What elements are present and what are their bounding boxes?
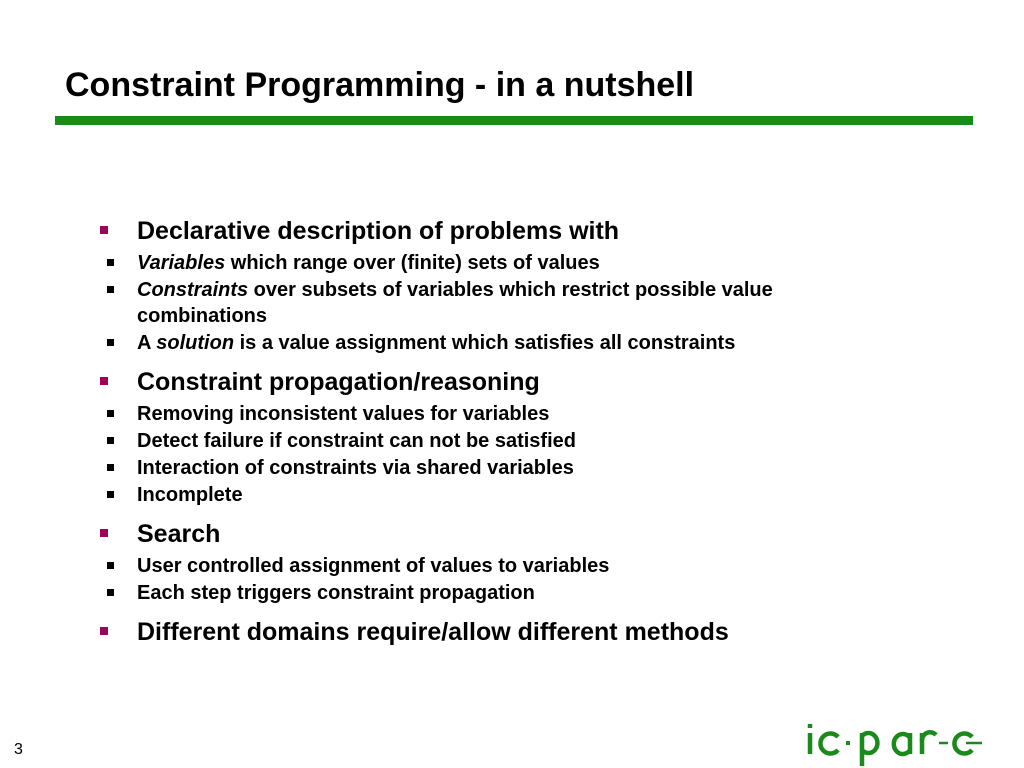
bullet-propagation	[100, 364, 980, 400]
square-bullet-icon	[107, 562, 114, 569]
slide-title: Constraint Programming - in a nutshell	[65, 66, 695, 104]
bullet-text: Constraint propagation/reasoning	[137, 368, 540, 396]
square-bullet-icon	[107, 589, 114, 596]
square-bullet-icon	[107, 259, 114, 266]
sub-bullet-text: User controlled assignment of values to variables	[137, 555, 610, 577]
sub-bullet-interaction	[55, 455, 897, 481]
emphasis-term: Variables	[137, 252, 226, 274]
sub-bullet-text: over subsets of variables which restrict possible value combinations	[137, 279, 773, 327]
bullet-search	[100, 516, 980, 552]
ic-parc-logo	[806, 712, 986, 768]
bullet-text: Different domains require/allow different methods	[137, 618, 729, 646]
title-underline	[55, 116, 973, 125]
sub-bullet-solution	[55, 330, 897, 356]
sub-bullet-text: Detect failure if constraint can not be satisfied	[137, 430, 576, 452]
emphasis-term: Constraints	[137, 279, 249, 301]
sub-bullet-constraints	[55, 277, 897, 329]
sub-list-search	[100, 553, 980, 606]
bullet-list	[100, 213, 980, 650]
square-bullet-icon	[107, 286, 114, 293]
page-number: 3	[14, 741, 23, 758]
sub-bullet-text: Interaction of constraints via shared variables	[137, 457, 574, 479]
square-bullet-icon	[107, 339, 114, 346]
sub-bullet-user-controlled	[55, 553, 897, 579]
sub-bullet-incomplete	[55, 482, 897, 508]
square-bullet-icon	[100, 226, 108, 234]
sub-bullet-text: Removing inconsistent values for variables	[137, 403, 550, 425]
bullet-declarative	[100, 213, 980, 249]
bullet-text: Declarative description of problems with	[137, 217, 620, 245]
sub-bullet-prefix: A	[137, 332, 157, 354]
sub-bullet-text: is a value assignment which satisfies all constraints	[234, 332, 736, 354]
sub-bullet-text: Incomplete	[137, 484, 243, 506]
sub-bullet-each-step	[55, 580, 897, 606]
square-bullet-icon	[107, 464, 114, 471]
sub-bullet-variables	[55, 250, 897, 276]
square-bullet-icon	[107, 437, 114, 444]
square-bullet-icon	[100, 627, 108, 635]
emphasis-term: solution	[156, 332, 235, 354]
bullet-different-domains	[100, 614, 980, 650]
bullet-text: Search	[137, 520, 221, 548]
square-bullet-icon	[107, 410, 114, 417]
sub-bullet-removing	[55, 401, 897, 427]
sub-bullet-text: which range over (finite) sets of values	[225, 252, 600, 274]
sub-bullet-detect-failure	[55, 428, 897, 454]
square-bullet-icon	[107, 491, 114, 498]
sub-list-propagation	[100, 401, 980, 508]
square-bullet-icon	[100, 529, 108, 537]
sub-bullet-text: Each step triggers constraint propagation	[137, 582, 535, 604]
square-bullet-icon	[100, 377, 108, 385]
sub-list-declarative	[100, 250, 980, 356]
